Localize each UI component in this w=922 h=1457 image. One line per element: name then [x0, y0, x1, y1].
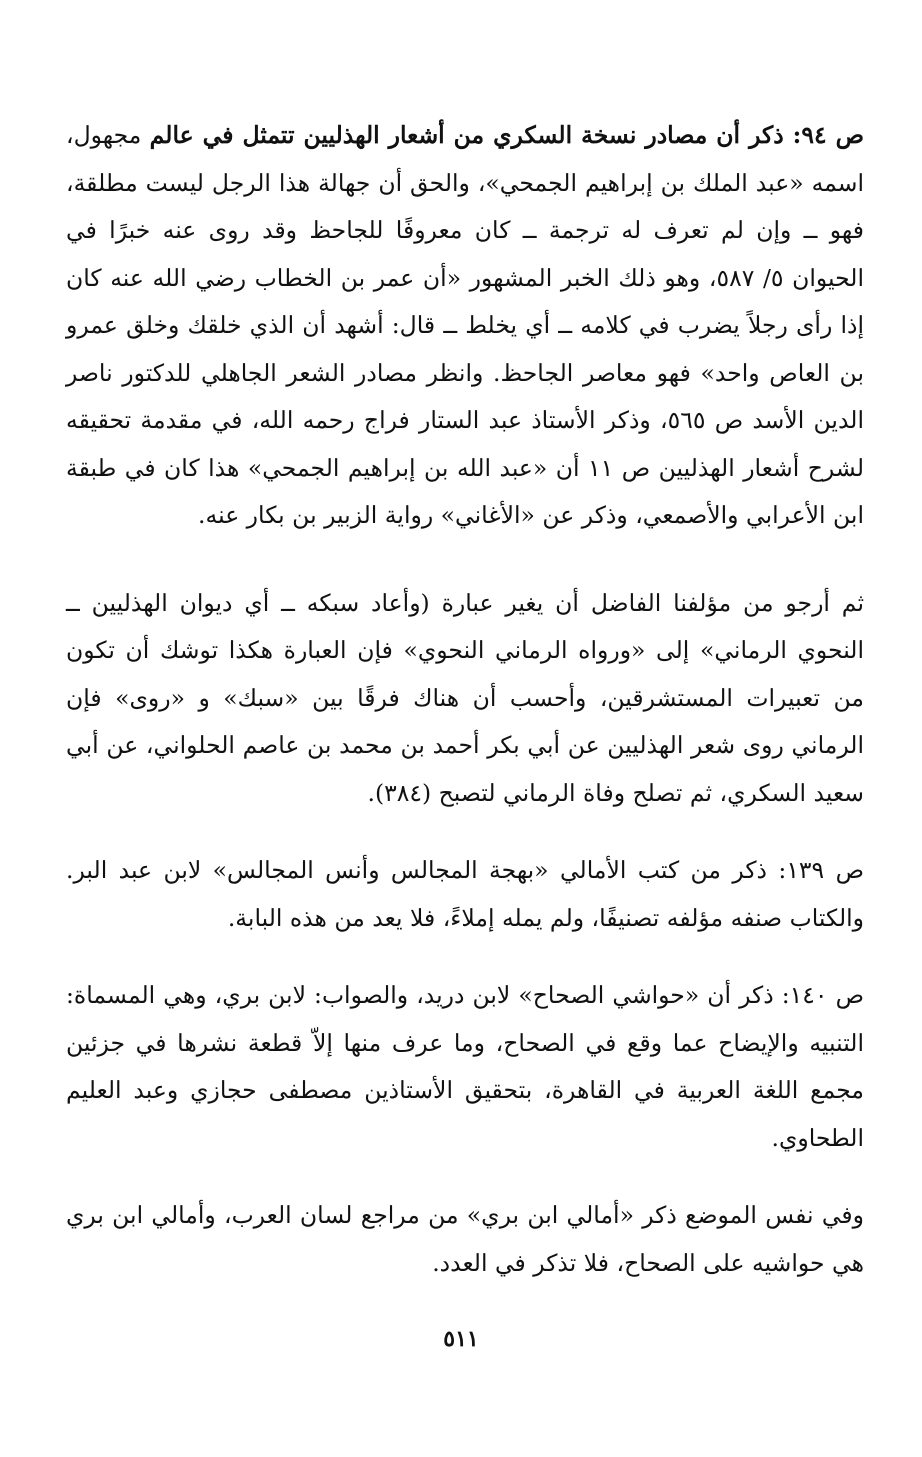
page-body — [66, 112, 864, 1287]
paragraph-text: ص ١٣٩: ذكر من كتب الأمالي «بهجة المجالس وأنس المجالس» لابن عبد البر. والكتاب صنفه مؤلفه تصنيفًا، ولم يمله إملاءً، فلا يعد من هذه البابة. — [66, 856, 864, 932]
paragraph-page-140 — [66, 972, 864, 1162]
page-number: ٥١١ — [443, 1326, 479, 1352]
paragraph-rummani — [66, 580, 864, 818]
paragraph-page-139 — [66, 847, 864, 942]
paragraph-amali-ibn-barri — [66, 1192, 864, 1287]
paragraph-lead-text: ص ٩٤: ذكر أن مصادر نسخة السكري من أشعار الهذليين تتمثل في عالم — [149, 121, 865, 149]
paragraph-page-94 — [66, 112, 864, 540]
paragraph-text: ص ١٤٠: ذكر أن «حواشي الصحاح» لابن دريد، والصواب: لابن بري، وهي المسماة: التنبيه والإيضاح عما وقع في الصحاح، وما عرف منها إلاّ قطعة نشرها في جزئين مجمع اللغة العربية في القاهرة، بتحقيق الأستاذين مصطفى حجازي وعبد العليم الطحاوي. — [66, 981, 864, 1152]
paragraph-text: مجهول، اسمه «عبد الملك بن إبراهيم الجمحي»، والحق أن جهالة هذا الرجل ليست مطلقة، فهو ــ وإن لم تعرف له ترجمة ــ كان معروفًا للجاحظ وقد روى عنه خبرًا في الحيوان ٥/ ٥٨٧، وهو ذلك الخبر المشهور «أن عمر بن الخطاب رضي الله عنه كان إذا رأى رجلاً يضرب في كلامه ــ أي يخلط ــ قال: أشهد أن الذي خلقك وخلق عمرو بن العاص واحد» فهو معاصر الجاحظ. وانظر مصادر الشعر الجاهلي للدكتور ناصر الدين الأسد ص ٥٦٥، وذكر الأستاذ عبد الستار فراج رحمه الله، في مقدمة تحقيقه لشرح أشعار الهذليين ص ١١ أن «عبد الله بن إبراهيم الجمحي» هذا كان في طبقة ابن الأعرابي والأصمعي، وذكر عن «الأغاني» رواية الزبير بن بكار عنه. — [66, 121, 864, 529]
paragraph-text: وفي نفس الموضع ذكر «أمالي ابن بري» من مراجع لسان العرب، وأمالي ابن بري هي حواشيه على الصحاح، فلا تذكر في العدد. — [66, 1201, 864, 1277]
paragraph-text: ثم أرجو من مؤلفنا الفاضل أن يغير عبارة (وأعاد سبكه ــ أي ديوان الهذليين ــ النحوي الرماني» إلى «ورواه الرماني النحوي» فإن العبارة هكذا توشك أن تكون من تعبيرات المستشرقين، وأحسب أن هناك فرقًا بين «سبك» و «روى» فإن الرماني روى شعر الهذليين عن أبي بكر أحمد بن محمد بن عاصم الحلواني، عن أبي سعيد السكري، ثم تصلح وفاة الرماني لتصبح (٣٨٤). — [66, 588, 864, 807]
